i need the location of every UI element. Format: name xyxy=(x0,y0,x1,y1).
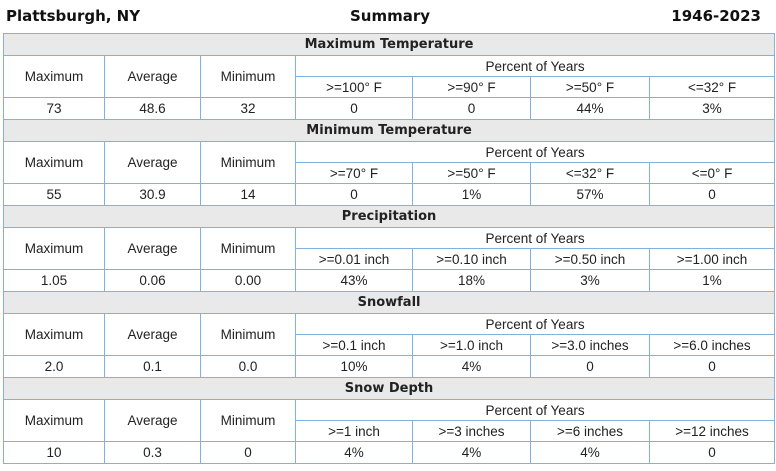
section-title: Snow Depth xyxy=(4,378,775,400)
col-minimum-label: Minimum xyxy=(201,228,296,270)
value-cell: 1.05 xyxy=(4,270,105,292)
percent-of-years-label: Percent of Years xyxy=(296,314,775,335)
col-maximum-label: Maximum xyxy=(4,400,105,442)
summary-title: Summary xyxy=(350,7,431,25)
threshold-label: >=12 inches xyxy=(650,421,775,442)
value-cell: 10% xyxy=(296,356,413,378)
value-cell: 44% xyxy=(531,98,650,120)
col-maximum-label: Maximum xyxy=(4,314,105,356)
value-cell: 57% xyxy=(531,184,650,206)
page-header xyxy=(0,0,776,33)
value-cell: 73 xyxy=(4,98,105,120)
col-maximum-label: Maximum xyxy=(4,228,105,270)
percent-of-years-label: Percent of Years xyxy=(296,142,775,163)
value-row xyxy=(4,356,775,378)
threshold-label: <=32° F xyxy=(531,163,650,184)
value-cell: 0.3 xyxy=(105,442,201,464)
value-cell: 0 xyxy=(650,356,775,378)
col-minimum-label: Minimum xyxy=(201,142,296,184)
value-cell: 4% xyxy=(531,442,650,464)
header-row xyxy=(4,142,775,163)
section-title: Minimum Temperature xyxy=(4,120,775,142)
header-row xyxy=(4,314,775,335)
col-maximum-label: Maximum xyxy=(4,56,105,98)
threshold-label: >=50° F xyxy=(413,163,531,184)
threshold-label: >=90° F xyxy=(413,77,531,98)
section-header-minimum-temperature xyxy=(4,120,775,142)
value-cell: 4% xyxy=(413,356,531,378)
col-maximum-label: Maximum xyxy=(4,142,105,184)
value-cell: 30.9 xyxy=(105,184,201,206)
header-row xyxy=(4,56,775,77)
location-title: Plattsburgh, NY xyxy=(6,7,141,25)
value-row xyxy=(4,442,775,464)
value-cell: 18% xyxy=(413,270,531,292)
value-cell: 3% xyxy=(650,98,775,120)
summary-table xyxy=(3,33,775,464)
threshold-label: <=0° F xyxy=(650,163,775,184)
value-row xyxy=(4,98,775,120)
value-row xyxy=(4,270,775,292)
col-minimum-label: Minimum xyxy=(201,314,296,356)
section-title: Snowfall xyxy=(4,292,775,314)
value-cell: 55 xyxy=(4,184,105,206)
value-cell: 2.0 xyxy=(4,356,105,378)
threshold-label: >=0.50 inch xyxy=(531,249,650,270)
threshold-label: <=32° F xyxy=(650,77,775,98)
header-row xyxy=(4,228,775,249)
value-cell: 4% xyxy=(413,442,531,464)
value-cell: 1% xyxy=(413,184,531,206)
value-cell: 48.6 xyxy=(105,98,201,120)
value-cell: 0 xyxy=(296,184,413,206)
percent-of-years-label: Percent of Years xyxy=(296,56,775,77)
threshold-label: >=6 inches xyxy=(531,421,650,442)
value-cell: 0.0 xyxy=(201,356,296,378)
col-minimum-label: Minimum xyxy=(201,56,296,98)
percent-of-years-label: Percent of Years xyxy=(296,400,775,421)
value-cell: 0.06 xyxy=(105,270,201,292)
header-row xyxy=(4,400,775,421)
threshold-label: >=0.1 inch xyxy=(296,335,413,356)
value-cell: 0.00 xyxy=(201,270,296,292)
threshold-label: >=1 inch xyxy=(296,421,413,442)
col-minimum-label: Minimum xyxy=(201,400,296,442)
value-cell: 1% xyxy=(650,270,775,292)
threshold-label: >=1.00 inch xyxy=(650,249,775,270)
section-title: Maximum Temperature xyxy=(4,34,775,56)
value-cell: 0 xyxy=(296,98,413,120)
year-range: 1946-2023 xyxy=(671,7,761,25)
section-header-snow-depth xyxy=(4,378,775,400)
section-header-maximum-temperature xyxy=(4,34,775,56)
col-average-label: Average xyxy=(105,56,201,98)
value-cell: 3% xyxy=(531,270,650,292)
threshold-label: >=0.10 inch xyxy=(413,249,531,270)
threshold-label: >=3 inches xyxy=(413,421,531,442)
threshold-label: >=50° F xyxy=(531,77,650,98)
value-row xyxy=(4,184,775,206)
value-cell: 0 xyxy=(413,98,531,120)
value-cell: 0.1 xyxy=(105,356,201,378)
value-cell: 0 xyxy=(650,442,775,464)
value-cell: 14 xyxy=(201,184,296,206)
col-average-label: Average xyxy=(105,400,201,442)
percent-of-years-label: Percent of Years xyxy=(296,228,775,249)
section-title: Precipitation xyxy=(4,206,775,228)
threshold-label: >=0.01 inch xyxy=(296,249,413,270)
threshold-label: >=100° F xyxy=(296,77,413,98)
col-average-label: Average xyxy=(105,314,201,356)
col-average-label: Average xyxy=(105,228,201,270)
section-header-snowfall xyxy=(4,292,775,314)
col-average-label: Average xyxy=(105,142,201,184)
threshold-label: >=1.0 inch xyxy=(413,335,531,356)
value-cell: 0 xyxy=(201,442,296,464)
threshold-label: >=70° F xyxy=(296,163,413,184)
value-cell: 4% xyxy=(296,442,413,464)
section-header-precipitation xyxy=(4,206,775,228)
threshold-label: >=6.0 inches xyxy=(650,335,775,356)
value-cell: 32 xyxy=(201,98,296,120)
value-cell: 0 xyxy=(531,356,650,378)
value-cell: 43% xyxy=(296,270,413,292)
value-cell: 0 xyxy=(650,184,775,206)
threshold-label: >=3.0 inches xyxy=(531,335,650,356)
value-cell: 10 xyxy=(4,442,105,464)
